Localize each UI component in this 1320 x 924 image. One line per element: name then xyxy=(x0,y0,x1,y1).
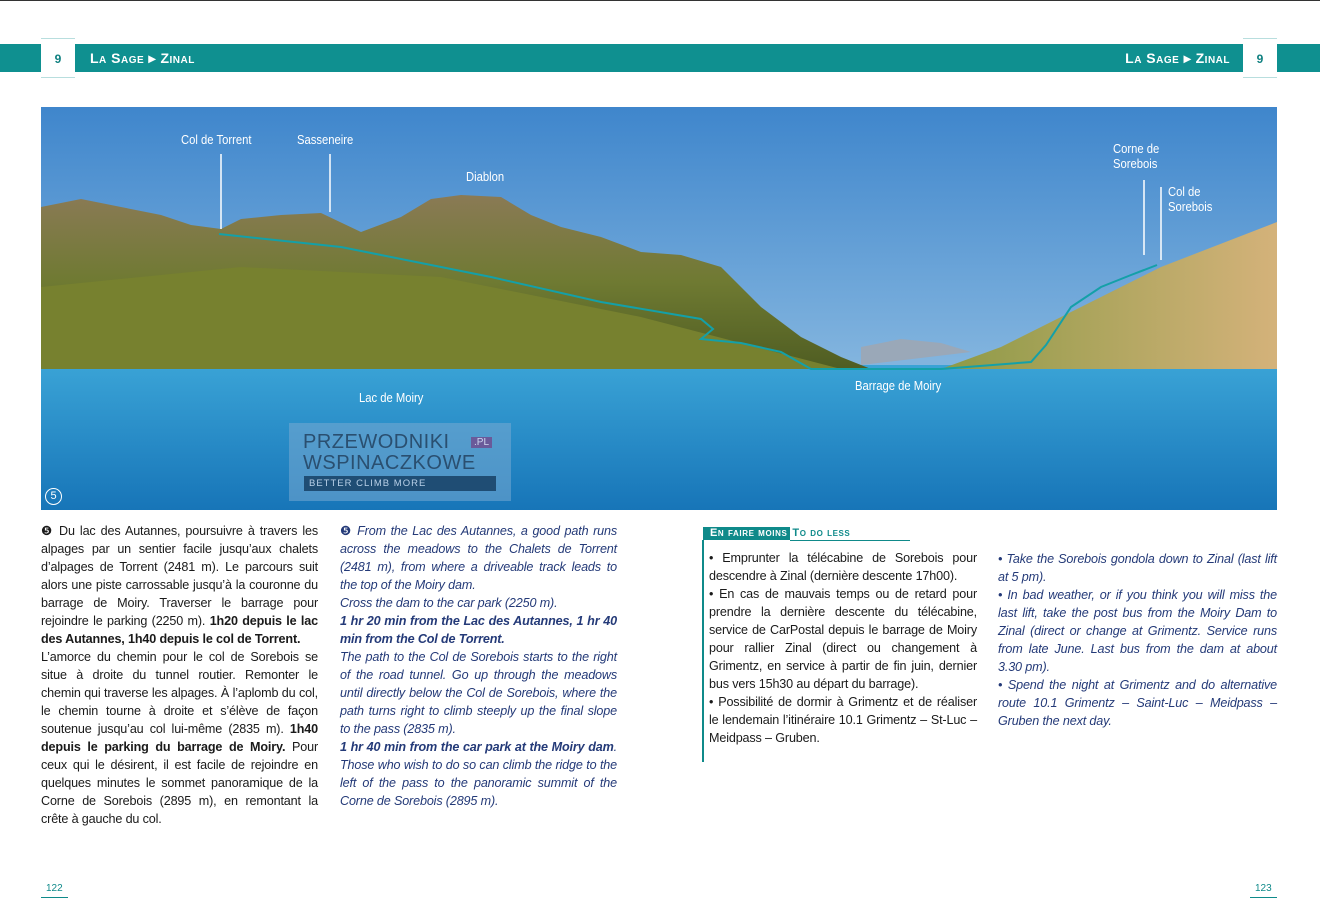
watermark-line2: WSPINACZKOWE xyxy=(303,452,476,474)
box-french-list xyxy=(709,549,977,747)
label-col-de-torrent: Col de Torrent xyxy=(181,133,252,147)
english-time-bold: 1 hr 40 min from the car park at the Moiry dam xyxy=(340,740,614,754)
english-time-bold: 1 hr 20 min from the Lac des Autannes, 1 hr 40 min from the Col de Torrent. xyxy=(340,614,617,646)
chapter-number-left: 9 xyxy=(41,38,75,78)
list-item: • Take the Sorebois gondola down to Zinal (last lift at 5 pm). xyxy=(998,552,1277,584)
english-route-text xyxy=(340,522,617,810)
label-corne-de-sorebois: Corne de Sorebois xyxy=(1113,142,1160,171)
watermark-tagline: BETTER CLIMB MORE xyxy=(304,476,496,491)
top-border xyxy=(0,0,1320,1)
english-text: From the Lac des Autannes, a good path runs across the meadows to the Chalets de Torrent (2481 m), from where a driveable track leads to the top of the Moiry dam. xyxy=(340,524,618,592)
list-item: • Emprunter la télécabine de Sorebois pour descendre à Zinal (dernière descente 17h00). xyxy=(709,551,977,583)
french-time-bold: 1h40 depuis le parking du barrage de Moiry. xyxy=(41,722,318,754)
watermark-tld: .PL xyxy=(471,437,492,448)
running-title-right: La Sage ▸ Zinal xyxy=(1125,50,1230,66)
label-lac-de-moiry: Lac de Moiry xyxy=(359,391,424,405)
box-english-list xyxy=(998,550,1277,730)
watermark-line1: PRZEWODNIKI xyxy=(303,431,450,453)
list-item: • Spend the night at Grimentz and do alternative route 10.1 Grimentz – Saint-Luc – Meidpass – Gruben the next day. xyxy=(998,678,1277,728)
page-number-right: 123 xyxy=(1250,883,1277,898)
box-border xyxy=(702,540,704,762)
header-bar xyxy=(0,44,1320,72)
english-text: . Those who wish to do so can climb the ridge to the left of the pass to the panoramic summit of the Corne de Sorebois (2895 m). xyxy=(340,740,617,808)
chapter-number-right: 9 xyxy=(1243,38,1277,78)
french-text: L’amorce du chemin pour le col de Sorebois se situe à droite du tunnel routier. Remonter le chemin qui traverse les alpages. À l’aplomb du col, le chemin tourne à droite et s’élève de façon soutenue jusqu’au col lui-même (2835 m). xyxy=(41,650,318,736)
english-text: Cross the dam to the car park (2250 m). xyxy=(340,596,558,610)
label-barrage-de-moiry: Barrage de Moiry xyxy=(855,379,942,393)
list-item: • In bad weather, or if you think you will miss the last lift, take the post bus from the Moiry Dam to Zinal (direct or change at Grimentz. Service runs from late June. Last bus from the dam at about 3.30 pm). xyxy=(998,588,1277,674)
box-heading xyxy=(703,527,910,541)
box-title-fr: En faire moins xyxy=(703,527,790,540)
french-text: Du lac des Autannes, poursuivre à travers les alpages par un sentier facile jusqu’aux chalets d’alpages de Torrent (2481 m). Le parcours suit alors une piste carrossable jusqu’à la couronne du barrage de Moiry. Traverser le barrage pour rejoindre le parking (2250 m). xyxy=(41,524,318,628)
panorama-illustration xyxy=(41,107,1277,510)
list-item: • En cas de mauvais temps ou de retard pour prendre la dernière descente du télécabine, service de CarPostal depuis le barrage de Moiry pour rallier Zinal (direct ou changement à Grimentz, en service à partir de fin juin, dernier bus vers 15h30 au départ du barrage). xyxy=(709,587,977,691)
running-title-left: La Sage ▸ Zinal xyxy=(90,50,195,66)
step-marker-icon: ❺ xyxy=(340,524,353,538)
list-item: • Possibilité de dormir à Grimentz et de réaliser le lendemain l’itinéraire 10.1 Grimentz – St-Luc – Meidpass – Gruben. xyxy=(709,695,977,745)
french-text: Pour ceux qui le désirent, il est facile de rejoindre en quelques minutes le sommet panoramique de la Corne de Sorebois (2895 m), en remontant la crête à gauche du col. xyxy=(41,740,318,826)
label-sasseneire: Sasseneire xyxy=(297,133,354,147)
watermark-logo xyxy=(289,423,511,501)
page-number-left: 122 xyxy=(41,883,68,898)
english-text: The path to the Col de Sorebois starts to the right of the road tunnel. Go up through the meadows until directly below the Col de Sorebois, where the path turns right to climb steeply up the final slope to the pass (2835 m). xyxy=(340,650,617,736)
box-title-en: To do less xyxy=(790,527,910,541)
label-diablon: Diablon xyxy=(466,170,505,184)
panorama-photo xyxy=(41,107,1277,510)
label-col-de-sorebois: Col de Sorebois xyxy=(1168,185,1213,214)
french-time-bold: 1h20 depuis le lac des Autannes, 1h40 depuis le col de Torrent. xyxy=(41,614,318,646)
step-marker-icon: ❺ xyxy=(41,524,54,538)
step-marker: 5 xyxy=(45,488,62,505)
french-route-text xyxy=(41,522,318,828)
